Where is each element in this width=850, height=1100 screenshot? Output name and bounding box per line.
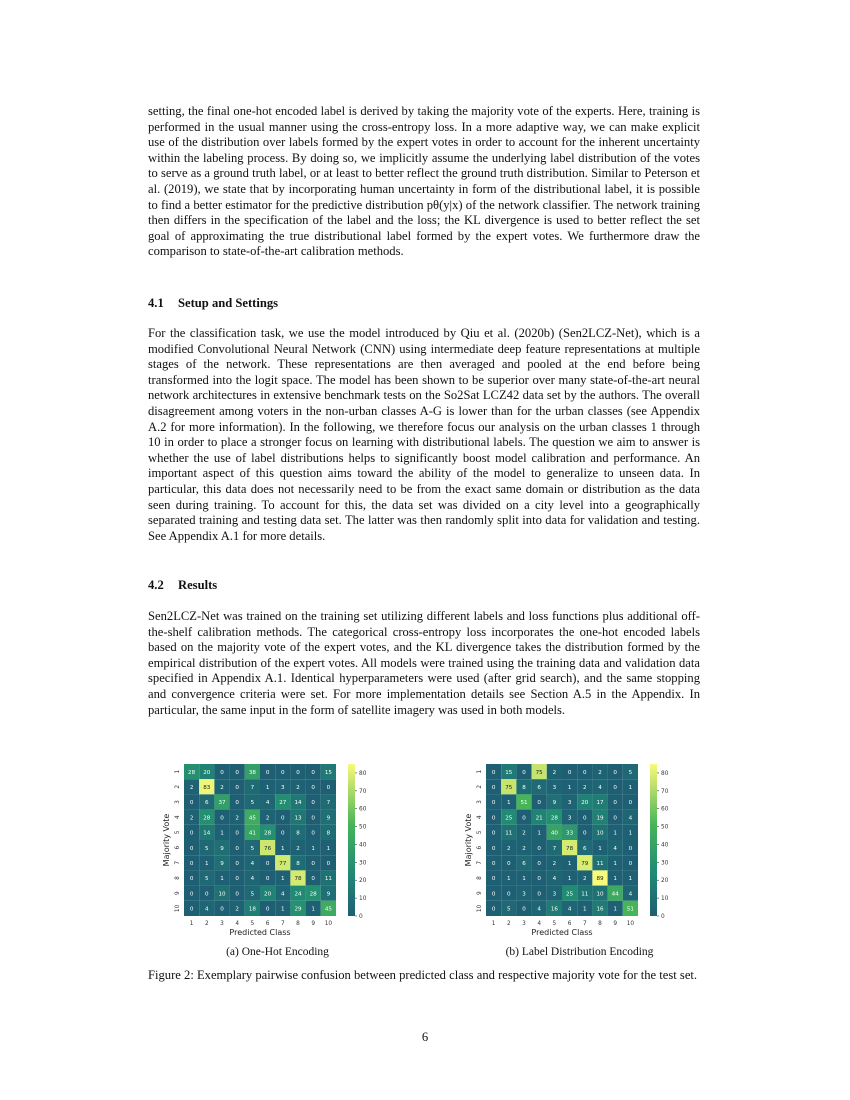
- x-tick-label: 3: [522, 921, 526, 927]
- cell-value-label: 79: [581, 861, 589, 867]
- colorbar-tick-label: 10: [661, 896, 669, 903]
- cell-value-label: 1: [265, 785, 270, 791]
- cell-value-label: 1: [507, 800, 511, 807]
- y-tick-label: 6: [477, 845, 483, 850]
- cell-value-label: 7: [326, 800, 331, 807]
- cell-value-label: 6: [537, 785, 541, 791]
- cell-value-label: 20: [264, 891, 272, 898]
- x-tick-label: 4: [235, 921, 240, 927]
- y-tick-label: 9: [477, 891, 483, 896]
- cell-value-label: 9: [220, 845, 224, 852]
- cell-value-label: 0: [220, 906, 224, 913]
- cell-value-label: 0: [613, 785, 617, 791]
- x-tick-label: 7: [280, 921, 285, 927]
- cell-value-label: 45: [248, 815, 256, 822]
- cell-value-label: 18: [248, 906, 256, 913]
- colorbar-tick-label: 70: [661, 788, 669, 795]
- cell-value-label: 1: [205, 861, 209, 867]
- section-heading-4-2: [148, 578, 217, 593]
- y-axis-label: Majority Vote: [464, 813, 473, 867]
- cell-value-label: 76: [264, 845, 272, 852]
- cell-value-label: 0: [189, 891, 194, 898]
- cell-value-label: 0: [220, 815, 224, 822]
- cell-value-label: 1: [628, 785, 633, 791]
- cell-value-label: 2: [522, 845, 526, 852]
- y-axis-label: Majority Vote: [162, 813, 171, 867]
- cell-value-label: 0: [567, 769, 572, 776]
- cell-value-label: 11: [596, 861, 604, 867]
- cell-value-label: 3: [552, 785, 557, 791]
- cell-value-label: 0: [507, 891, 511, 898]
- y-tick-label: 1: [477, 769, 483, 774]
- colorbar-tick-label: 60: [661, 806, 669, 813]
- cell-value-label: 0: [311, 815, 315, 822]
- cell-value-label: 4: [628, 815, 633, 822]
- colorbar-tick-label: 50: [661, 824, 669, 831]
- cell-value-label: 28: [264, 830, 272, 837]
- cell-value-label: 0: [205, 891, 209, 898]
- cell-value-label: 8: [522, 785, 526, 791]
- colorbar-tick-label: 80: [661, 770, 669, 777]
- cell-value-label: 0: [311, 830, 315, 837]
- cell-value-label: 2: [235, 815, 239, 822]
- cell-value-label: 19: [596, 815, 604, 822]
- y-tick-label: 4: [477, 815, 483, 820]
- section-title: Results: [178, 578, 218, 592]
- cell-value-label: 1: [628, 876, 633, 883]
- cell-value-label: 28: [188, 769, 196, 776]
- cell-value-label: 0: [311, 785, 315, 791]
- colorbar-tick-label: 0: [661, 914, 665, 920]
- cell-value-label: 7: [250, 785, 255, 791]
- cell-value-label: 0: [628, 845, 633, 852]
- cell-value-label: 5: [250, 845, 255, 852]
- x-tick-label: 2: [506, 921, 511, 927]
- cell-value-label: 17: [596, 800, 604, 807]
- cell-value-label: 0: [220, 769, 224, 776]
- section-heading-4-1: [148, 296, 278, 311]
- cell-value-label: 78: [566, 845, 574, 852]
- cell-value-label: 37: [218, 800, 226, 807]
- cell-value-label: 77: [279, 861, 287, 867]
- colorbar-tick-label: 80: [359, 770, 367, 777]
- colorbar-tick-label: 0: [359, 914, 363, 920]
- cell-value-label: 0: [311, 876, 315, 883]
- section-number: 4.1: [148, 296, 164, 310]
- cell-value-label: 2: [583, 785, 587, 791]
- cell-value-label: 0: [583, 815, 587, 822]
- cell-value-label: 2: [583, 876, 587, 883]
- y-tick-label: 6: [175, 845, 181, 850]
- cell-value-label: 0: [491, 876, 496, 883]
- x-axis-label: Predicted Class: [229, 928, 291, 937]
- cell-value-label: 0: [311, 861, 315, 867]
- y-tick-label: 5: [175, 830, 181, 835]
- cell-value-label: 1: [281, 876, 285, 883]
- cell-value-label: 24: [294, 891, 302, 898]
- cell-value-label: 11: [581, 891, 589, 898]
- cell-value-label: 13: [294, 815, 302, 822]
- cell-value-label: 0: [281, 769, 285, 776]
- cell-value-label: 2: [296, 785, 300, 791]
- cell-value-label: 5: [250, 891, 255, 898]
- cell-value-label: 4: [613, 845, 617, 852]
- colorbar-tick-label: 30: [359, 860, 367, 867]
- cell-value-label: 4: [281, 891, 285, 898]
- cell-value-label: 9: [326, 815, 331, 822]
- cell-value-label: 83: [203, 785, 211, 791]
- cell-value-label: 25: [566, 891, 574, 898]
- cell-value-label: 0: [491, 815, 496, 822]
- x-tick-label: 9: [613, 921, 618, 927]
- x-tick-label: 8: [296, 921, 300, 927]
- cell-value-label: 2: [220, 785, 224, 791]
- cell-value-label: 0: [265, 861, 270, 867]
- cell-value-label: 1: [567, 861, 572, 867]
- cell-value-label: 11: [505, 830, 513, 837]
- cell-value-label: 0: [235, 861, 239, 867]
- y-tick-label: 1: [175, 769, 181, 774]
- cell-value-label: 2: [522, 830, 526, 837]
- cell-value-label: 0: [235, 876, 239, 883]
- cell-value-label: 41: [248, 830, 256, 837]
- cell-value-label: 0: [491, 785, 496, 791]
- colorbar-tick-label: 30: [661, 860, 669, 867]
- cell-value-label: 4: [250, 876, 255, 883]
- cell-value-label: 38: [248, 769, 256, 776]
- cell-value-label: 0: [189, 861, 194, 867]
- y-tick-label: 7: [477, 860, 483, 865]
- page-number: 6: [421, 1030, 429, 1044]
- cell-value-label: 0: [537, 891, 541, 898]
- cell-value-label: 4: [537, 906, 541, 913]
- cell-value-label: 0: [235, 845, 239, 852]
- x-tick-label: 2: [204, 921, 209, 927]
- cell-value-label: 0: [235, 785, 239, 791]
- colorbar-tick-label: 20: [661, 878, 669, 885]
- cell-value-label: 0: [311, 800, 315, 807]
- colorbar-tick-label: 20: [359, 878, 367, 885]
- cell-value-label: 45: [324, 906, 332, 913]
- cell-value-label: 0: [281, 815, 285, 822]
- cell-value-label: 33: [566, 830, 574, 837]
- x-tick-label: 6: [567, 921, 572, 927]
- cell-value-label: 0: [189, 845, 194, 852]
- y-tick-label: 3: [477, 800, 483, 804]
- cell-value-label: 29: [294, 906, 302, 913]
- cell-value-label: 0: [491, 800, 496, 807]
- section-title: Setup and Settings: [178, 296, 279, 310]
- cell-value-label: 0: [491, 830, 496, 837]
- cell-value-label: 1: [522, 876, 526, 883]
- cell-value-label: 5: [628, 769, 633, 776]
- cell-value-label: 2: [507, 845, 511, 852]
- colorbar-tick-label: 10: [359, 896, 367, 903]
- cell-value-label: 8: [296, 830, 300, 837]
- y-tick-label: 3: [175, 800, 181, 804]
- cell-value-label: 21: [535, 815, 543, 822]
- y-tick-label: 2: [477, 784, 483, 789]
- cell-value-label: 0: [235, 830, 239, 837]
- cell-value-label: 89: [596, 876, 604, 883]
- cell-value-label: 0: [507, 861, 511, 867]
- cell-value-label: 0: [235, 769, 239, 776]
- cell-value-label: 1: [567, 785, 572, 791]
- cell-value-label: 0: [265, 769, 270, 776]
- cell-value-label: 15: [505, 769, 513, 776]
- cell-value-label: 0: [189, 906, 194, 913]
- cell-value-label: 14: [294, 800, 302, 807]
- x-tick-label: 6: [265, 921, 270, 927]
- cell-value-label: 0: [522, 815, 526, 822]
- confusion-heatmap-one-hot: [160, 758, 410, 940]
- cell-value-label: 0: [628, 861, 633, 867]
- cell-value-label: 1: [613, 830, 617, 837]
- cell-value-label: 1: [628, 830, 633, 837]
- cell-value-label: 1: [326, 845, 331, 852]
- cell-value-label: 0: [628, 800, 633, 807]
- colorbar-tick-label: 60: [359, 806, 367, 813]
- cell-value-label: 1: [311, 906, 315, 913]
- cell-value-label: 5: [205, 876, 209, 883]
- cell-value-label: 75: [535, 769, 543, 776]
- cell-value-label: 1: [567, 876, 572, 883]
- cell-value-label: 0: [537, 861, 541, 867]
- cell-value-label: 0: [189, 800, 194, 807]
- x-tick-label: 8: [598, 921, 602, 927]
- cell-value-label: 0: [281, 830, 285, 837]
- y-tick-label: 7: [175, 860, 181, 865]
- x-tick-label: 1: [189, 921, 194, 927]
- cell-value-label: 28: [309, 891, 317, 898]
- y-tick-label: 5: [477, 830, 483, 835]
- cell-value-label: 11: [324, 876, 332, 883]
- cell-value-label: 6: [522, 861, 526, 867]
- cell-value-label: 0: [522, 769, 526, 776]
- subcaption-b: (b) Label Distribution Encoding: [505, 946, 654, 958]
- cell-value-label: 8: [326, 830, 331, 837]
- cell-value-label: 2: [189, 785, 194, 791]
- setup-paragraph: For the classification task, we use the model introduced by Qiu et al. (2020b) (Sen2LCZ-Net), which is a modified Convolutional Neural Network (CNN) using intermediate deep feature representations at multiple stages of the network. These representations are then averaged and pooled at the end before being transformed into the logit space. The model has been shown to be superior over many state-of-the-art neural network architectures in extensive benchmark tests on the So2Sat LCZ42 data set by the authors. The overall disagreement among voters in the non-urban classes A-G is lower than for the urban classes (see Appendix A.2 for more information). In the following, we therefore focus our analysis on the urban classes 1 through 10 in order to place a stronger focus on learning with distributional labels. The question we aim to answer is whether the use of label distributions helps to significantly boost model calibration and performance. An important aspect of this question aims toward the ability of the model to generalize to unseen data. In particular, this data does not necessarily need to be from the exact same domain or distribution as the data seen during training. To account for this, the data set was divided on a city level into a geographically separated training and testing data set. The latter was then randomly split into data for validation and testing. See Appendix A.1 for more details.: [148, 326, 700, 543]
- cell-value-label: 28: [550, 815, 558, 822]
- colorbar-tick-label: 40: [661, 842, 669, 849]
- cell-value-label: 4: [250, 861, 255, 867]
- cell-value-label: 0: [583, 769, 587, 776]
- confusion-heatmap-label-distribution: [462, 758, 712, 940]
- cell-value-label: 0: [613, 800, 617, 807]
- cell-value-label: 9: [326, 891, 331, 898]
- cell-value-label: 0: [491, 906, 496, 913]
- cell-value-label: 16: [550, 906, 558, 913]
- figure-caption: Figure 2: Exemplary pairwise confusion between predicted class and respective majority vote for the test set.: [148, 968, 698, 982]
- cell-value-label: 1: [613, 861, 617, 867]
- cell-value-label: 0: [189, 830, 194, 837]
- cell-value-label: 4: [598, 785, 602, 791]
- cell-value-label: 4: [567, 906, 572, 913]
- x-tick-label: 10: [626, 921, 635, 927]
- cell-value-label: 75: [505, 785, 513, 791]
- cell-value-label: 14: [203, 830, 211, 837]
- cell-value-label: 5: [205, 845, 209, 852]
- cell-value-label: 0: [235, 891, 239, 898]
- cell-value-label: 1: [281, 906, 285, 913]
- cell-value-label: 0: [311, 769, 315, 776]
- x-tick-label: 10: [324, 921, 333, 927]
- x-tick-label: 1: [491, 921, 496, 927]
- cell-value-label: 51: [520, 800, 528, 807]
- colorbar-tick-label: 50: [359, 824, 367, 831]
- cell-value-label: 0: [613, 815, 617, 822]
- cell-value-label: 10: [596, 891, 604, 898]
- cell-value-label: 9: [552, 800, 557, 807]
- y-tick-label: 10: [477, 904, 483, 913]
- cell-value-label: 2: [235, 906, 239, 913]
- cell-value-label: 51: [626, 906, 634, 913]
- cell-value-label: 9: [220, 861, 224, 867]
- cell-value-label: 1: [613, 906, 617, 913]
- intro-paragraph: setting, the final one-hot encoded label is derived by taking the majority vote of the experts. Here, training is performed in the usual manner using the cross-entropy loss. In a more adaptive way, we can make explicit use of the distribution over labels formed by the expert votes in order to account for the inherent uncertainty within the labeling process. By doing so, we implicitly assume the underlying label distribution of the votes to serve as a ground truth label, or at least to better reflect the ground truth distribution. Similar to Peterson et al. (2019), we state that by incorporating human uncertainty in form of the distributional label, it is possible to find a better estimator for the predictive distribution pθ(y|x) of the network classifier. The network training then differs in the specification of the label and the loss; the KL divergence is used to better reflect the set goal of approximating the true distributional label formed by the expert votes. We furthermore draw the comparison to state-of-the-art calibration methods.: [148, 104, 700, 259]
- cell-value-label: 27: [279, 800, 287, 807]
- cell-value-label: 20: [581, 800, 589, 807]
- cell-value-label: 0: [537, 876, 541, 883]
- cell-value-label: 10: [218, 891, 226, 898]
- cell-value-label: 1: [220, 830, 224, 837]
- cell-value-label: 1: [613, 876, 617, 883]
- cell-value-label: 1: [220, 876, 224, 883]
- x-axis-label: Predicted Class: [531, 928, 593, 937]
- colorbar-tick-label: 40: [359, 842, 367, 849]
- cell-value-label: 3: [281, 785, 285, 791]
- cell-value-label: 0: [537, 845, 541, 852]
- y-tick-label: 2: [175, 784, 181, 789]
- results-paragraph: Sen2LCZ-Net was trained on the training set utilizing different labels and loss functions plus additional off-the-shelf calibration methods. The categorical cross-entropy loss incorporates the one-hot encoded labels based on the majority vote of the expert votes, and the KL divergence takes the distribution formed by the empirical distribution of the expert votes. All models were trained using the training data and validation data specified in Appendix A.1. Identical hyperparameters were used (after grid search), and the same stopping and convergence criteria were set. For more implementation details see Section A.5 in the Appendix. In particular, the same input in the form of satellite imagery was used in both models.: [148, 609, 700, 717]
- cell-value-label: 1: [583, 906, 587, 913]
- cell-value-label: 0: [296, 769, 300, 776]
- cell-value-label: 0: [613, 769, 617, 776]
- cell-value-label: 2: [552, 769, 557, 776]
- x-tick-label: 5: [250, 921, 255, 927]
- section-number: 4.2: [148, 578, 164, 592]
- x-tick-label: 7: [582, 921, 587, 927]
- cell-value-label: 4: [552, 876, 557, 883]
- cell-value-label: 0: [326, 785, 331, 791]
- cell-value-label: 0: [235, 800, 239, 807]
- cell-value-label: 3: [567, 800, 572, 807]
- cell-value-label: 0: [522, 906, 526, 913]
- y-tick-label: 10: [175, 904, 181, 913]
- subcaption-a: (a) One-Hot Encoding: [226, 946, 329, 958]
- cell-value-label: 2: [189, 815, 194, 822]
- cell-value-label: 2: [598, 769, 602, 776]
- cell-value-label: 4: [265, 800, 270, 807]
- cell-value-label: 2: [552, 861, 557, 867]
- cell-value-label: 4: [628, 891, 633, 898]
- x-tick-label: 5: [552, 921, 557, 927]
- cell-value-label: 0: [491, 769, 496, 776]
- cell-value-label: 0: [491, 861, 496, 867]
- y-tick-label: 9: [175, 891, 181, 896]
- cell-value-label: 0: [537, 800, 541, 807]
- cell-value-label: 0: [491, 845, 496, 852]
- cell-value-label: 40: [550, 830, 558, 837]
- cell-value-label: 1: [537, 830, 541, 837]
- cell-value-label: 15: [324, 769, 332, 776]
- cell-value-label: 0: [265, 906, 270, 913]
- x-tick-label: 3: [220, 921, 224, 927]
- cell-value-label: 5: [250, 800, 255, 807]
- cell-value-label: 4: [205, 906, 209, 913]
- cell-value-label: 3: [522, 891, 526, 898]
- cell-value-label: 0: [326, 861, 331, 867]
- cell-value-label: 5: [507, 906, 511, 913]
- colorbar-tick-label: 70: [359, 788, 367, 795]
- cell-value-label: 3: [567, 815, 572, 822]
- cell-value-label: 20: [203, 769, 211, 776]
- cell-value-label: 1: [507, 876, 511, 883]
- x-tick-label: 4: [537, 921, 542, 927]
- cell-value-label: 0: [265, 876, 270, 883]
- colorbar: [348, 764, 355, 916]
- cell-value-label: 16: [596, 906, 604, 913]
- cell-value-label: 0: [491, 891, 496, 898]
- cell-value-label: 25: [505, 815, 513, 822]
- cell-value-label: 1: [598, 845, 602, 852]
- cell-value-label: 0: [583, 830, 587, 837]
- cell-value-label: 6: [205, 800, 209, 807]
- cell-value-label: 1: [311, 845, 315, 852]
- cell-value-label: 0: [189, 876, 194, 883]
- cell-value-label: 3: [552, 891, 557, 898]
- x-tick-label: 9: [311, 921, 316, 927]
- cell-value-label: 6: [583, 845, 587, 852]
- colorbar: [650, 764, 657, 916]
- cell-value-label: 28: [203, 815, 211, 822]
- y-tick-label: 4: [175, 815, 181, 820]
- cell-value-label: 1: [281, 845, 285, 852]
- cell-value-label: 7: [552, 845, 557, 852]
- y-tick-label: 8: [175, 876, 181, 880]
- cell-value-label: 78: [294, 876, 302, 883]
- cell-value-label: 2: [296, 845, 300, 852]
- cell-value-label: 10: [596, 830, 604, 837]
- cell-value-label: 44: [611, 891, 619, 898]
- cell-value-label: 8: [296, 861, 300, 867]
- y-tick-label: 8: [477, 876, 483, 880]
- cell-value-label: 2: [265, 815, 270, 822]
